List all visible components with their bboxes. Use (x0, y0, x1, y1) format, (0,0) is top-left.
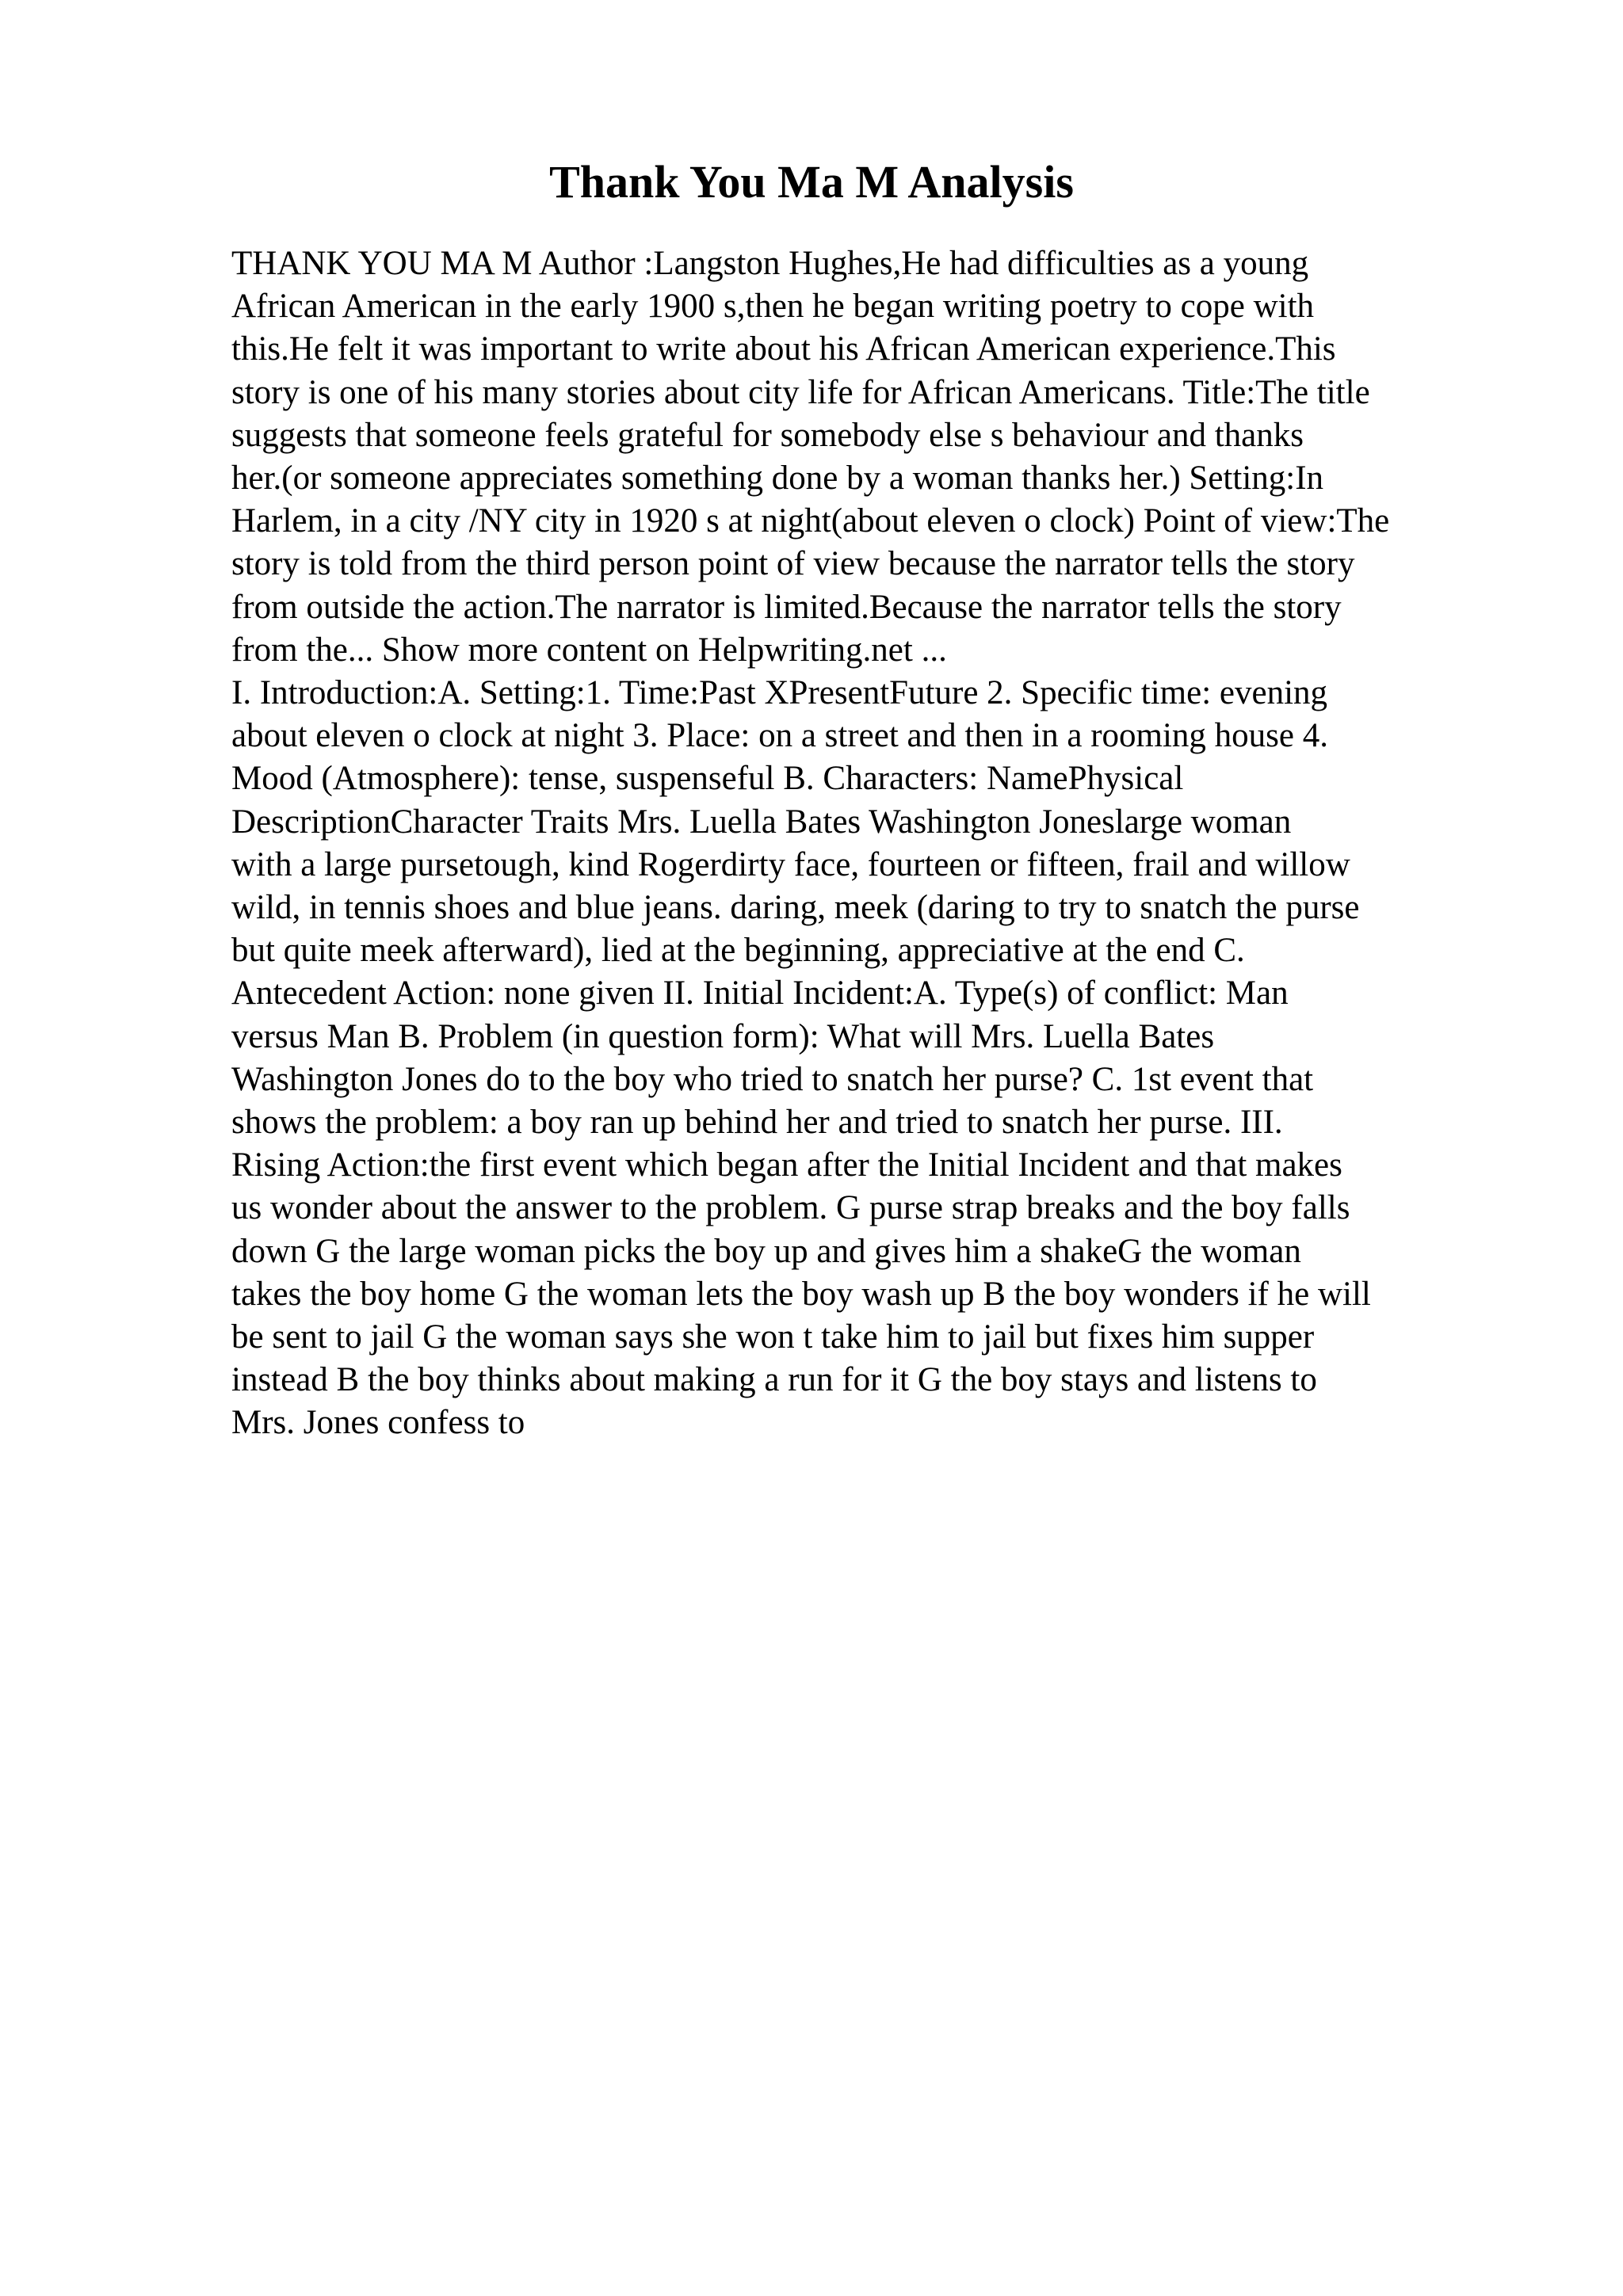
text-line: I. Introduction:A. Setting:1. Time:Past XPresentFuture 2. Specific time: evening (231, 674, 1328, 712)
text-line: be sent to jail G the woman says she won t take him to jail but fixes him supper (231, 1318, 1315, 1356)
text-line: her.(or someone appreciates something done by a woman thanks her.) Setting:In (231, 460, 1324, 498)
paragraph-summary (231, 242, 1499, 672)
text-line: Harlem, in a city /NY city in 1920 s at night(about eleven o clock) Point of view:The (231, 502, 1390, 540)
text-line: but quite meek afterward), lied at the beginning, appreciative at the end C. (231, 932, 1245, 970)
text-line: Rising Action:the first event which began after the Initial Incident and that makes (231, 1146, 1342, 1184)
text-line: versus Man B. Problem (in question form): What will Mrs. Luella Bates (231, 1017, 1215, 1055)
text-line: African American in the early 1900 s,then he began writing poetry to cope with (231, 288, 1315, 326)
text-line: this.He felt it was important to write about his African American experience.This (231, 330, 1336, 368)
text-line: THANK YOU MA M Author :Langston Hughes,He had difficulties as a young (231, 245, 1309, 282)
text-line: story is one of his many stories about city life for African Americans. Title:The title (231, 373, 1370, 411)
document-body (231, 242, 1499, 1445)
text-line: down G the large woman picks the boy up and gives him a shakeG the woman (231, 1232, 1301, 1270)
text-line: about eleven o clock at night 3. Place: on a street and then in a rooming house 4. (231, 717, 1328, 755)
text-line: Mrs. Jones confess to (231, 1404, 525, 1442)
text-line: from the... Show more content on Helpwriting.net ... (231, 631, 947, 669)
text-line: with a large pursetough, kind Rogerdirty face, fourteen or fifteen, frail and willow (231, 845, 1350, 883)
text-line: Antecedent Action: none given II. Initial Incident:A. Type(s) of conflict: Man (231, 974, 1289, 1013)
text-line: suggests that someone feels grateful for somebody else s behaviour and thanks (231, 416, 1304, 454)
paragraph-outline (231, 672, 1499, 1445)
text-line: wild, in tennis shoes and blue jeans. daring, meek (daring to try to snatch the purse (231, 889, 1360, 927)
text-line: from outside the action.The narrator is limited.Because the narrator tells the story (231, 588, 1342, 626)
text-line: Mood (Atmosphere): tense, suspenseful B. Characters: NamePhysical (231, 760, 1184, 798)
text-line: takes the boy home G the woman lets the boy wash up B the boy wonders if he will (231, 1275, 1371, 1313)
text-line: instead B the boy thinks about making a run for it G the boy stays and listens to (231, 1361, 1317, 1399)
text-line: DescriptionCharacter Traits Mrs. Luella Bates Washington Joneslarge woman (231, 803, 1292, 841)
document-title: Thank You Ma M Analysis (549, 156, 1074, 208)
text-line: shows the problem: a boy ran up behind her and tried to snatch her purse. III. (231, 1104, 1283, 1142)
text-line: us wonder about the answer to the problem. G purse strap breaks and the boy falls (231, 1189, 1350, 1227)
text-line: story is told from the third person point of view because the narrator tells the story (231, 545, 1355, 583)
text-line: Washington Jones do to the boy who tried to snatch her purse? C. 1st event that (231, 1060, 1314, 1098)
